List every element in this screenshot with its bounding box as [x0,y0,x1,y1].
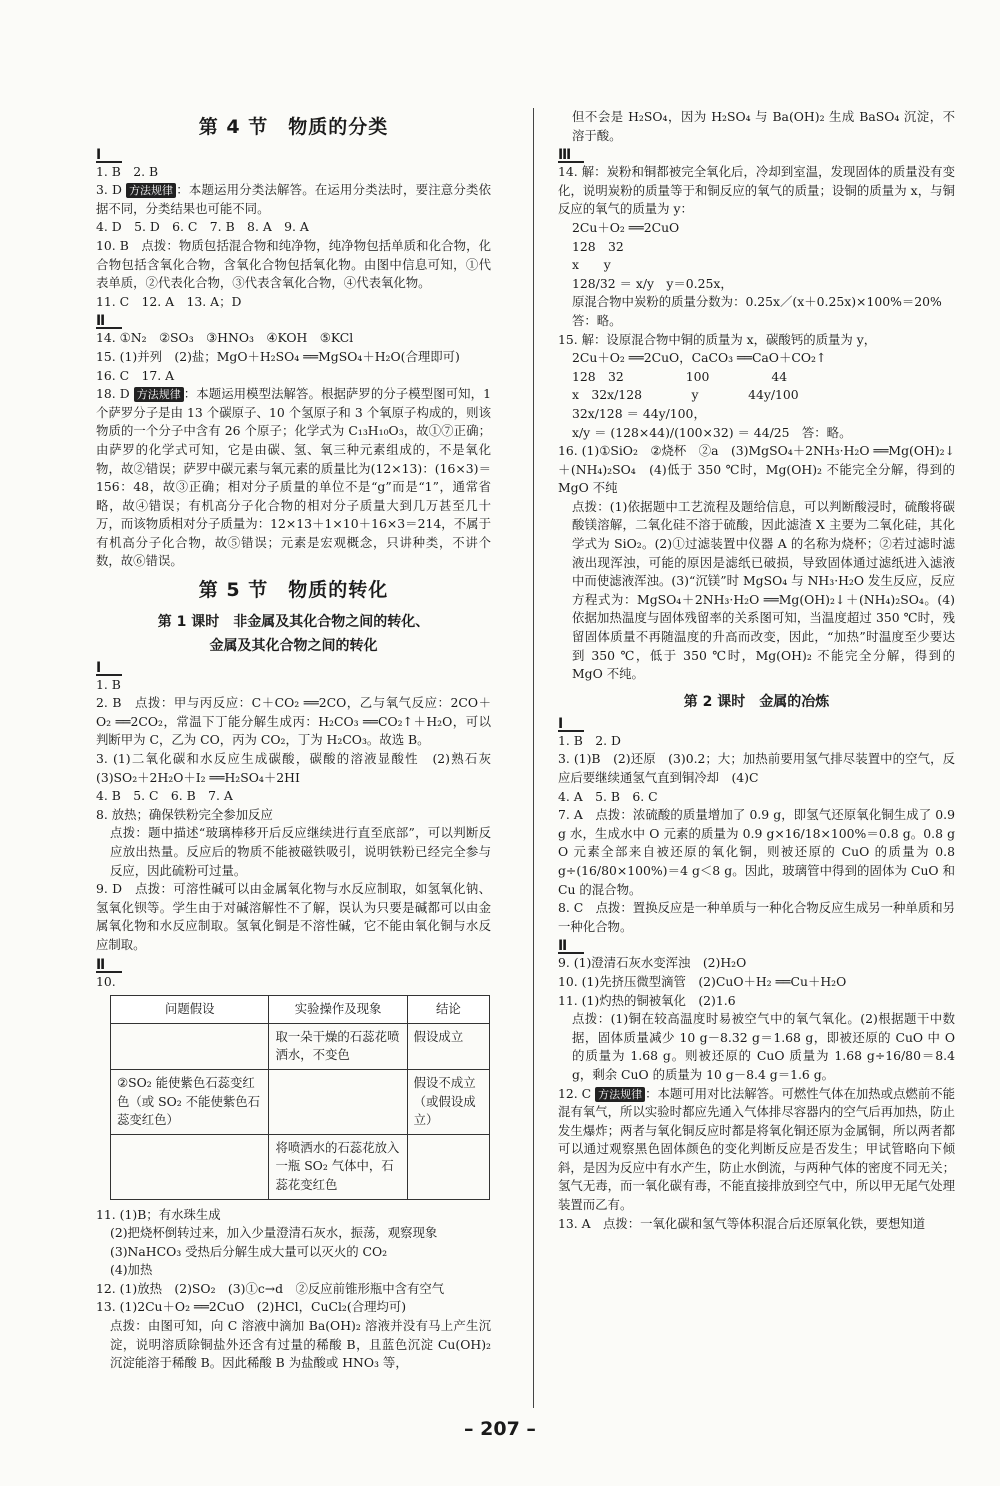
l1-answer-13-hint: 点拨：由图可知，向 C 溶液中滴加 Ba(OH)₂ 溶液并没有马上产生沉淀，说明溶质除铜盐外还含有过量的稀酸 B，且蓝色沉淀 Cu(OH)₂ 沉淀能溶于稀酸 B。因此稀酸 B 为盐酸或 HNO₃ 等， [110,1318,491,1371]
l1-answer-8-hint: 点拨：题中描述“玻璃棒移开后反应继续进行直至底部”，可以判断反应放出热量。反应后的物质不能被磁铁吸引，说明铁粉已经完全参与反应，因此硫粉可过量。 [110,825,491,878]
answer-3: 3. D 方法规律 ：本题运用分类法解答。在运用分类法时，要注意分类依据不同，分类结果也可能不同。 [96,182,491,216]
table-header: 问题假设 [111,996,269,1024]
table-header: 实验操作及现象 [269,996,407,1024]
l1-answer-4-7: 4. B 5. C 6. B 7. A [96,788,233,804]
page-number: – 207 – [464,1418,536,1440]
answer-16: 16. (1)①SiO₂ ②烧杯 ②a (3)MgSO₄＋2NH₃·H₂O ══Mg(OH)₂↓＋(NH₄)₂SO₄ (4)低于 350 ℃时，Mg(OH)₂ 不能完全分解，得到的 MgO 不纯 [558,443,955,496]
eq-15: 2Cu＋O₂ ══2CuO，CaCO₃ ══CaO＋CO₂↑ [572,350,827,366]
l2-answer-12: 12. C 方法规律 ：本题可用对比法解答。可燃性气体在加热或点燃前不能混有氧气，所以实验时都应先通入气体排尽容器内的空气后再加热，防止发生爆炸；两者与氧化铜反应时都是将氧化铜还原为金属铜，所以两者都可以通过观察黑色固体颜色的变化判断反应是否发生；甲试管略向下倾斜，是因为反应中有水产生，防止水倒流，与两种气体的密度不同无关；氢气无毒，而一氧化碳有毒，不能直接排放到空气中，所以甲无尾气处理装置而乙有。 [558,1085,956,1213]
table-row [111,1023,490,1069]
answer-15: 15. (1)并列 (2)盐；MgO＋H₂SO₄ ══MgSO₄＋H₂O(合理即可) [96,348,460,364]
table-cell [111,1023,269,1069]
answer-11-13: 11. C 12. A 13. A；D [96,293,242,309]
l2-answer-3: 3. (1)B (2)还原 (3)0.2；大；加热前要用氢气排尽装置中的空气，反应后要继续通氢气直到铜冷却 (4)C [558,751,955,785]
table-cell [111,1134,269,1199]
right-column [558,108,955,1233]
answer-14-solution: 14. 解：炭粉和铜都被完全氧化后，冷却到室温，发现固体的质量没有变化，说明炭粉的质量等于和铜反应的氧气的质量；设铜的质量为 x，与铜反应的氧气的质量为 y： [558,164,955,217]
l1-answer-11-3: (3)NaHCO₃ 受热后分解生成大量可以灭火的 CO₂ [110,1243,388,1259]
column-divider [533,108,534,1408]
l1-answer-1: 1. B [96,676,121,692]
l2-answer-13: 13. A 点拨：一氧化碳和氢气等体积混合后还原氧化铁，要想知道 [558,1215,926,1231]
l2-answer-9: 9. (1)澄清石灰水变浑浊 (2)H₂O [558,955,747,971]
table-cell: 将喷洒水的石蕊花放入一瓶 SO₂ 气体中，石蕊花变红色 [269,1134,407,1199]
left-column [96,108,504,1373]
r-continued: 但不会是 H₂SO₄，因为 H₂SO₄ 与 Ba(OH)₂ 生成 BaSO₄ 沉淀，不溶于酸。 [572,109,955,143]
method-tag: 方法规律 [595,1087,645,1102]
l1-answer-11-2: (2)把烧杯倒转过来，加入少量澄清石灰水，振荡，观察现象 [110,1225,438,1241]
table-cell: 取一朵干燥的石蕊花喷洒水，不变色 [269,1023,407,1069]
l2-answer-10: 10. (1)先挤压微型滴管 (2)CuO＋H₂ ══Cu＋H₂O [558,973,847,989]
level-2-marker: Ⅱ [96,957,491,973]
l2-answer-11: 11. (1)灼热的铜被氧化 (2)1.6 [558,992,736,1008]
eq-14-result: 原混合物中炭粉的质量分数为：0.25x／(x＋0.25x)×100%＝20% [572,294,942,310]
answer-16-hint: 点拨：(1)依据题中工艺流程及题给信息，可以判断酸浸时，硫酸将碳酸镁溶解，二氧化硅不溶于硫酸，因此滤渣 X 主要为二氧化硅，其化学式为 SiO₂。(2)①过滤装置中仪器 A 的名称为烧杯；②若过滤时滤液出现浑浊，可能的原因是滤纸已破损，导致固体通过滤纸进入滤液中而使滤液浑浊。(3)“沉镁”时 MgSO₄ 与 NH₃·H₂O 发生反应，反应方程式为：MgSO₄＋2NH₃·H₂O ══Mg(OH)₂↓＋(NH₄)₂SO₄。(4)依据加热温度与固体残留率的关系图可知，当温度超过 350 ℃时，残留固体质量不再随温度的升高而改变，因此，“加热”时温度至少要达到 350 ℃，低于 350 ℃时，Mg(OH)₂ 不能完全分解，得到的 MgO 不纯。 [572,498,955,682]
level-1-marker: Ⅰ [96,660,491,676]
l2-answer-11-hint: 点拨：(1)铜在较高温度时易被空气中的氧气氧化。(2)根据题干中数据，固体质量减少 10 g－8.32 g＝1.68 g，即被还原的 CuO 中 O 的质量为 1.68 g。则被还原的 CuO 质量为 1.68 g÷16/80＝8.4 g，剩余 CuO 的质量为 10 g－8.4 g＝1.6 g。 [572,1011,955,1082]
eq-15-mass: 128 32 100 44 [572,368,788,384]
lesson-1-title-b: 金属及其化合物之间的转化 [209,637,378,654]
table-header: 结论 [407,996,489,1024]
experiment-table [110,995,490,1199]
eq-14-vars: x y [572,257,611,273]
eq-15-vars: x 32x/128 y 44y/100 [572,387,799,403]
level-2-marker: Ⅱ [96,313,491,329]
answer-15-solution: 15. 解：设原混合物中铜的质量为 x，碳酸钙的质量为 y， [558,331,877,347]
l2-answer-1-2: 1. B 2. D [558,732,621,748]
l2-answer-8: 8. C 点拨：置换反应是一种单质与一种化合物反应生成另一种单质和另一种化合物。 [558,900,955,934]
method-tag: 方法规律 [126,183,176,198]
answer-18: 18. D 方法规律 ：本题运用模型法解答。根据萨罗的分子模型图可知，1 个萨罗分子是由 13 个碳原子、10 个氢原子和 3 个氧原子构成的，则该物质的一个分子中含有 26 个原子；化学式为 C₁₃H₁₀O₃，故①⑦正确；由萨罗的化学式可知，它是由碳、氢、氧三种元素组成的，不是氧化物，故②错误；萨罗中碳元素与氧元素的质量比为(12×13)：(16×3)＝156：48，故③正确；相对分子质量的单位不是“g”而是“1”，通常省略，故④错误；有机高分子化合物的相对分子质量大到几万甚至几十万，而该物质相对分子质量为：12×13＋1×10＋16×3＝214，不属于有机高分子化合物，故⑤错误；元素是宏观概念，只讲种类，不讲个数，故⑥错误。 [96,386,491,569]
section-4-title: 第 4 节 物质的分类 [198,116,389,138]
section-5-title: 第 5 节 物质的转化 [198,579,389,602]
l1-answer-10-label: 10. [96,973,116,989]
answer-10: 10. B 点拨：物质包括混合物和纯净物，纯净物包括单质和化合物，化合物包括含氧化合物，含氧化合物包括氧化物。由图中信息可知，①代表单质，②代表化合物，③代表含氧化合物，④代表氧化物。 [96,237,491,291]
l1-answer-11: 11. (1)B；有水珠生成 [96,1206,221,1222]
level-2-marker: Ⅱ [558,938,955,954]
table-cell: 假设成立 [407,1023,489,1069]
answer-16-17: 16. C 17. A [96,367,175,383]
level-3-marker: Ⅲ [558,147,955,163]
answer-14-end: 答：略。 [572,312,622,328]
l1-answer-2: 2. B 点拨：甲与丙反应：C＋CO₂ ══2CO，乙与氧气反应：2CO＋O₂ ══2CO₂，常温下丁能分解生成丙：H₂CO₃ ══CO₂↑＋H₂O，可以判断甲为 C，乙为 CO，丙为 CO₂，丁为 H₂CO₃。故选 B。 [96,695,491,748]
answer-1-2: 1. B 2. B [96,163,159,179]
method-tag: 方法规律 [134,387,184,402]
eq-14-ratio: 128/32 ＝ x/y y＝0.25x， [572,275,733,291]
eq-15-result: x/y ＝ (128×44)/(100×32) ＝ 44/25 答：略。 [572,424,852,440]
table-row [111,1069,490,1134]
table-cell: 假设不成立（或假设成立） [407,1069,489,1134]
lesson-2-title: 第 2 课时 金属的冶炼 [683,693,830,710]
l1-answer-3: 3. (1)二氧化碳和水反应生成碳酸，碳酸的溶液显酸性 (2)熟石灰 (3)SO₂＋2H₂O＋I₂ ══H₂SO₄＋2HI [96,751,504,785]
eq-14: 2Cu＋O₂ ══2CuO [572,219,680,235]
l2-answer-4-6: 4. A 5. B 6. C [558,788,658,804]
l1-answer-9: 9. D 点拨：可溶性碱可以由金属氧化物与水反应制取，如氢氧化钠、氢氧化钡等。学生由于对碱溶解性不了解，误认为只要是碱都可以由金属氧化物和水反应制取。氢氧化铜是不溶性碱，它不能由氧化铜与水反应制取。 [96,881,491,952]
l1-answer-11-4: (4)加热 [110,1262,153,1278]
eq-15-ratio: 32x/128 ＝ 44y/100， [572,405,706,421]
table-row [111,1134,490,1199]
l1-answer-12: 12. (1)放热 (2)SO₂ (3)①c→d ②反应前锥形瓶中含有空气 [96,1280,445,1296]
level-1-marker: Ⅰ [558,716,955,732]
table-cell: ②SO₂ 能使紫色石蕊变红色（或 SO₂ 不能使紫色石蕊变红色） [111,1069,269,1134]
table-cell [269,1069,407,1134]
level-1-marker: Ⅰ [96,147,491,163]
eq-14-mass: 128 32 [572,238,624,254]
l1-answer-13: 13. (1)2Cu＋O₂ ══2CuO (2)HCl，CuCl₂(合理均可) [96,1299,407,1315]
lesson-1-title-a: 第 1 课时 非金属及其化合物之间的转化、 [157,613,430,630]
answer-4-9: 4. D 5. D 6. C 7. B 8. A 9. A [96,219,309,235]
l1-answer-8: 8. 放热；确保铁粉完全参加反应 [96,806,273,822]
table-cell [407,1134,489,1199]
l2-answer-7: 7. A 点拨：浓硫酸的质量增加了 0.9 g，即氢气还原氧化铜生成了 0.9 g 水，生成水中 O 元素的质量为 0.9 g×16/18×100%＝0.8 g。0.8 g O 元素全部来自被还原的氧化铜，则被还原的 CuO 的质量为 0.8 g÷(16/80×100%)＝4 g＜8 g。因此，玻璃管中得到的固体为 CuO 和 Cu 的混合物。 [558,807,955,897]
answer-14: 14. ①N₂ ②SO₃ ③HNO₃ ④KOH ⑤KCl [96,330,354,346]
